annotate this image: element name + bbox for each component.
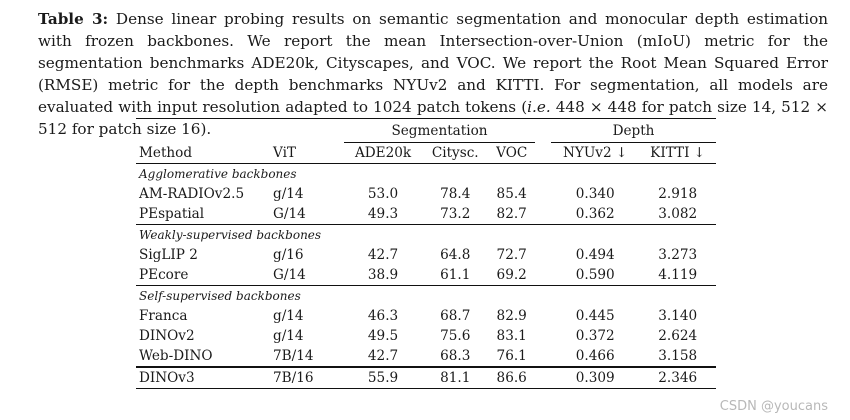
cell-nyuv2: 0.466 (575, 348, 615, 364)
caption-label: Table 3: (38, 10, 109, 28)
cell-ade20k: 49.3 (367, 206, 399, 222)
cell-ade20k: 49.5 (367, 328, 399, 344)
header-voc: VOC (496, 145, 528, 161)
caption-text-2: 448 × 448 for patch size 14, 512 × 512 for patch size 16). (38, 98, 828, 138)
header-ade20k: ADE20k (354, 145, 412, 161)
cell-kitti: 3.082 (658, 206, 698, 222)
cell-method: AM-RADIOv2.5 (139, 186, 245, 202)
section-title-agglomerative: Agglomerative backbones (139, 167, 297, 181)
header-kitti: KITTI ↓ (650, 145, 706, 161)
cell-ade20k: 42.7 (367, 348, 399, 364)
cell-vit: g/14 (273, 186, 304, 202)
cell-voc: 82.9 (496, 308, 527, 324)
cell-nyuv2: 0.362 (575, 206, 615, 222)
section-title-self-supervised: Self-supervised backbones (139, 289, 301, 303)
cell-citysc: 78.4 (440, 186, 471, 202)
cell-nyuv2: 0.309 (575, 370, 615, 386)
cell-kitti: 2.918 (658, 186, 698, 202)
table-row (136, 265, 716, 286)
cell-voc: 69.2 (496, 267, 527, 283)
cell-nyuv2: 0.340 (575, 186, 615, 202)
cell-voc: 83.1 (496, 328, 527, 344)
cell-nyuv2: 0.494 (575, 247, 615, 263)
watermark: CSDN @youcans (719, 399, 828, 414)
cell-kitti: 3.158 (658, 348, 698, 364)
cell-vit: 7B/14 (273, 348, 314, 364)
cell-nyuv2: 0.590 (575, 267, 615, 283)
cell-voc: 82.7 (496, 206, 527, 222)
cell-method: DINOv2 (139, 328, 195, 344)
header-citysc: Citysc. (431, 145, 479, 161)
cell-voc: 72.7 (496, 247, 527, 263)
cell-vit: g/14 (273, 308, 304, 324)
cell-nyuv2: 0.372 (575, 328, 615, 344)
cell-voc: 86.6 (496, 370, 527, 386)
cell-kitti: 4.119 (658, 267, 698, 283)
depth-group-header: Depth (551, 119, 716, 143)
table-row (136, 326, 716, 346)
header-method: Method (139, 144, 193, 161)
cell-ade20k: 53.0 (367, 186, 399, 202)
cell-citysc: 81.1 (440, 370, 471, 386)
cell-kitti: 2.624 (658, 328, 698, 344)
header-nyuv2: NYUv2 ↓ (562, 145, 628, 161)
cell-method: PEspatial (139, 206, 205, 222)
cell-vit: 7B/16 (273, 370, 314, 386)
section-header (136, 225, 716, 246)
header-vit: ViT (273, 144, 296, 161)
table-row (136, 204, 716, 225)
segmentation-group-header: Segmentation (344, 119, 535, 143)
cell-kitti: 3.140 (658, 308, 698, 324)
cell-ade20k: 55.9 (367, 370, 399, 386)
cell-voc: 85.4 (496, 186, 527, 202)
table-row (136, 184, 716, 204)
cell-vit: g/16 (273, 247, 304, 263)
column-header-row (136, 143, 716, 164)
cell-ade20k: 46.3 (367, 308, 399, 324)
cell-method: SigLIP 2 (139, 247, 198, 263)
cell-method: PEcore (139, 267, 189, 283)
results-table (136, 118, 716, 389)
cell-citysc: 68.7 (440, 308, 471, 324)
cell-kitti: 2.346 (658, 370, 698, 386)
group-header-row (136, 119, 716, 143)
section-title-weakly-supervised: Weakly-supervised backbones (139, 228, 322, 242)
cell-vit: G/14 (273, 267, 306, 283)
cell-voc: 76.1 (496, 348, 527, 364)
table-row (136, 346, 716, 367)
table-row-final (136, 367, 716, 389)
cell-method: DINOv3 (139, 370, 195, 386)
section-header (136, 164, 716, 185)
cell-kitti: 3.273 (658, 247, 698, 263)
table-row (136, 306, 716, 326)
cell-ade20k: 42.7 (367, 247, 399, 263)
caption-ie: i.e. (527, 98, 551, 116)
cell-ade20k: 38.9 (367, 267, 399, 283)
section-header (136, 286, 716, 307)
caption-text-1: Dense linear probing results on semantic segmentation and monocular depth estimation with frozen backbones. We report the mean Intersection-over-Union (mIoU) metric for the segmentation benchmarks ADE20k, Cityscapes, and VOC. We report the Root Mean Squared Error (RMSE) metric for the depth benchmarks NYUv2 and KITTI. For segmentation, all models are evaluated with input resolution adapted to 1024 patch tokens ( (38, 10, 829, 116)
cell-method: Franca (139, 308, 188, 324)
cell-citysc: 73.2 (440, 206, 471, 222)
cell-vit: G/14 (273, 206, 306, 222)
cell-vit: g/14 (273, 328, 304, 344)
cell-citysc: 61.1 (440, 267, 471, 283)
cell-method: Web-DINO (139, 348, 213, 364)
cell-citysc: 75.6 (440, 328, 471, 344)
table-row (136, 245, 716, 265)
cell-citysc: 64.8 (440, 247, 471, 263)
cell-citysc: 68.3 (440, 348, 471, 364)
cell-nyuv2: 0.445 (575, 308, 615, 324)
